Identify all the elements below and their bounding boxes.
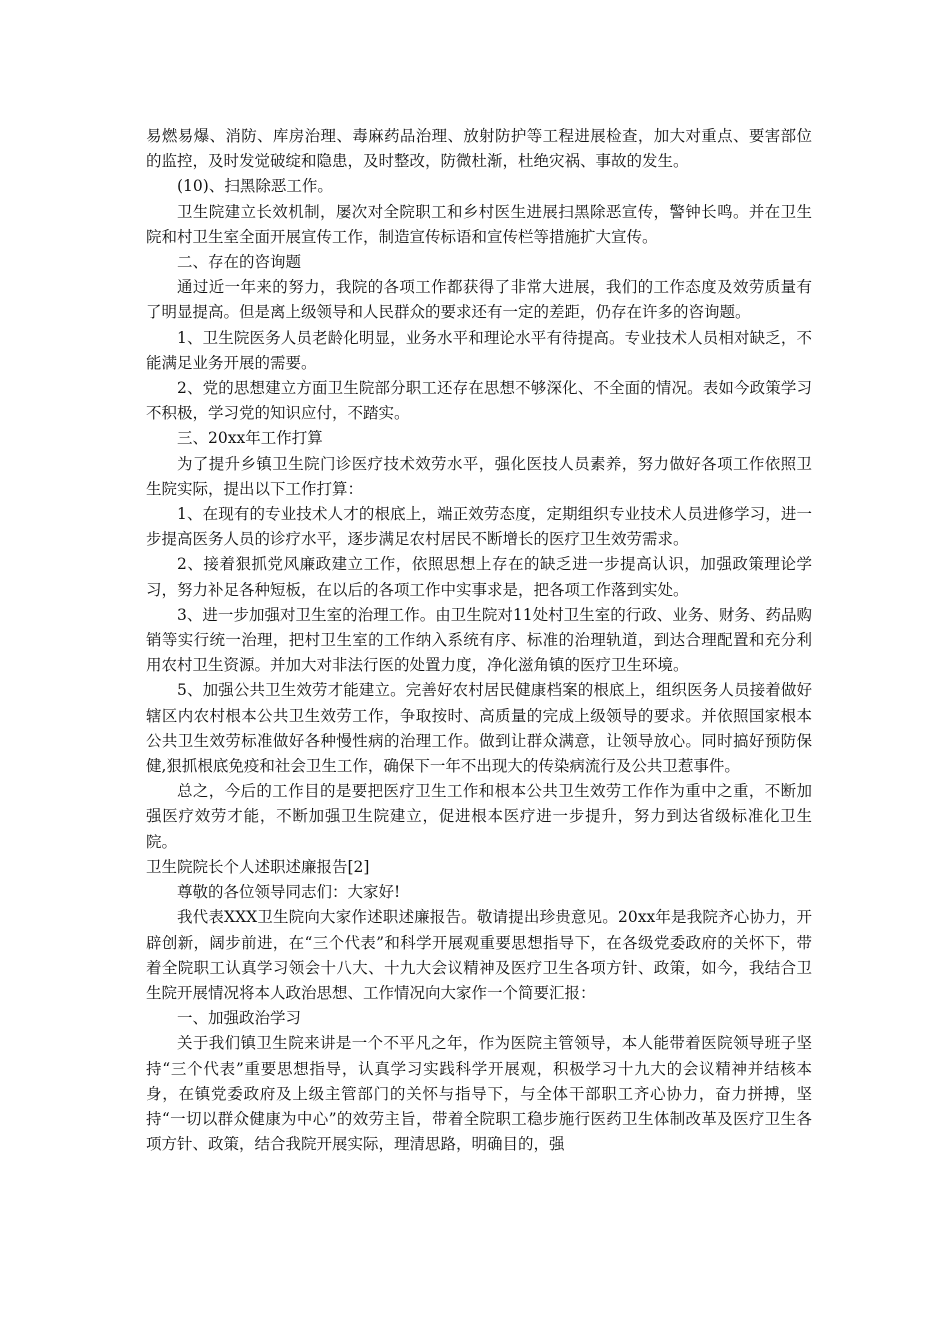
paragraph-11: 2、接着狠抓党风廉政建立工作，依照思想上存在的缺乏进一步提高认识，加强政策理论学习，努力补足各种短板，在以后的各项工作中实事求是，把各项工作落到实处。 <box>146 555 812 599</box>
paragraph-7: 2、党的思想建立方面卫生院部分职工还存在思想不够深化、不全面的情况。表如今政策学习不积极，学习党的知识应付，不踏实。 <box>146 379 812 423</box>
report-title: 卫生院院长个人述职述廉报告[2] <box>146 857 370 876</box>
paragraph-6: 1、卫生院医务人员老龄化明显，业务水平和理论水平有待提高。专业技术人员相对缺乏，不能满足业务开展的需要。 <box>146 328 812 372</box>
paragraph-13: 5、加强公共卫生效劳才能建立。完善好农村居民健康档案的根底上，组织医务人员接着做好辖区内农村根本公共卫生效劳工作，争取按时、高质量的完成上级领导的要求。并依照国家根本公共卫生效劳标准做好各种慢性病的治理工作。做到让群众满意，让领导放心。同时搞好预防保健,狠抓根底免疫和社会卫生工作，确保下一年不出现大的传染病流行及公共卫惹事件。 <box>146 681 812 776</box>
paragraph-17: 我代表XXX卫生院向大家作述职述廉报告。敬请提出珍贵意见。20xx年是我院齐心协力，开辟创新，阔步前进，在“三个代表”和科学开展观重要思想指导下，在各级党委政府的关怀下，带着全院职工认真学习领会十八大、十九大会议精神及医疗卫生各项方针、政策，如今，我结合卫生院开展情况将本人政治思想、工作情况向大家作一个简要汇报： <box>146 908 812 1002</box>
paragraph-19: 关于我们镇卫生院来讲是一个不平凡之年，作为医院主管领导，本人能带着医院领导班子坚持“三个代表”重要思想指导，认真学习实践科学开展观，积极学习十九大的会议精神并结核本身，在镇党委政府及上级主管部门的关怀与指导下，与全体干部职工齐心协力，奋力拼搏，坚持“一切以群众健康为中心”的效劳主旨，带着全院职工稳步施行医药卫生体制改革及医疗卫生各项方针、政策，结合我院开展实际，理清思路，明确目的，强 <box>146 1034 812 1154</box>
section-heading-plan: 三、20xx年工作打算 <box>177 429 323 448</box>
paragraph-2: (10)、扫黑除恶工作。 <box>177 177 333 196</box>
document-body <box>146 124 812 1157</box>
paragraph-10: 1、在现有的专业技术人才的根底上，端正效劳态度，定期组织专业技术人员进修学习，进一步提高医务人员的诊疗水平，逐步满足农村居民不断增长的医疗卫生效劳需求。 <box>146 505 812 549</box>
paragraph-12: 3、进一步加强对卫生室的治理工作。由卫生院对11处村卫生室的行政、业务、财务、药品购销等实行统一治理，把村卫生室的工作纳入系统有序、标准的治理轨道，到达合理配置和充分利用农村卫生资源。并加大对非法行医的处置力度，净化滋角镇的医疗卫生环境。 <box>146 605 812 675</box>
greeting: 尊敬的各位领导同志们：大家好! <box>177 883 401 902</box>
paragraph-1: 易燃易爆、消防、库房治理、毒麻药品治理、放射防护等工程进展检查，加大对重点、要害部位的监控，及时发觉破绽和隐患，及时整改，防微杜渐，杜绝灾祸、事故的发生。 <box>146 127 812 171</box>
section-heading-problems: 二、存在的咨询题 <box>177 253 302 272</box>
paragraph-3: 卫生院建立长效机制，屡次对全院职工和乡村医生进展扫黑除恶宣传，警钟长鸣。并在卫生院和村卫生室全面开展宣传工作，制造宣传标语和宣传栏等措施扩大宣传。 <box>146 202 812 246</box>
paragraph-5: 通过近一年来的努力，我院的各项工作都获得了非常大进展，我们的工作态度及效劳质量有了明显提高。但是离上级领导和人民群众的要求还有一定的差距，仍存在许多的咨询题。 <box>146 278 812 322</box>
section-heading-politics: 一、加强政治学习 <box>177 1009 302 1028</box>
paragraph-9: 为了提升乡镇卫生院门诊医疗技术效劳水平，强化医技人员素养，努力做好各项工作依照卫生院实际，提出以下工作打算： <box>146 454 812 498</box>
paragraph-14: 总之，今后的工作目的是要把医疗卫生工作和根本公共卫生效劳工作作为重中之重，不断加强医疗效劳才能，不断加强卫生院建立，促进根本医疗进一步提升，努力到达省级标准化卫生院。 <box>146 782 812 851</box>
